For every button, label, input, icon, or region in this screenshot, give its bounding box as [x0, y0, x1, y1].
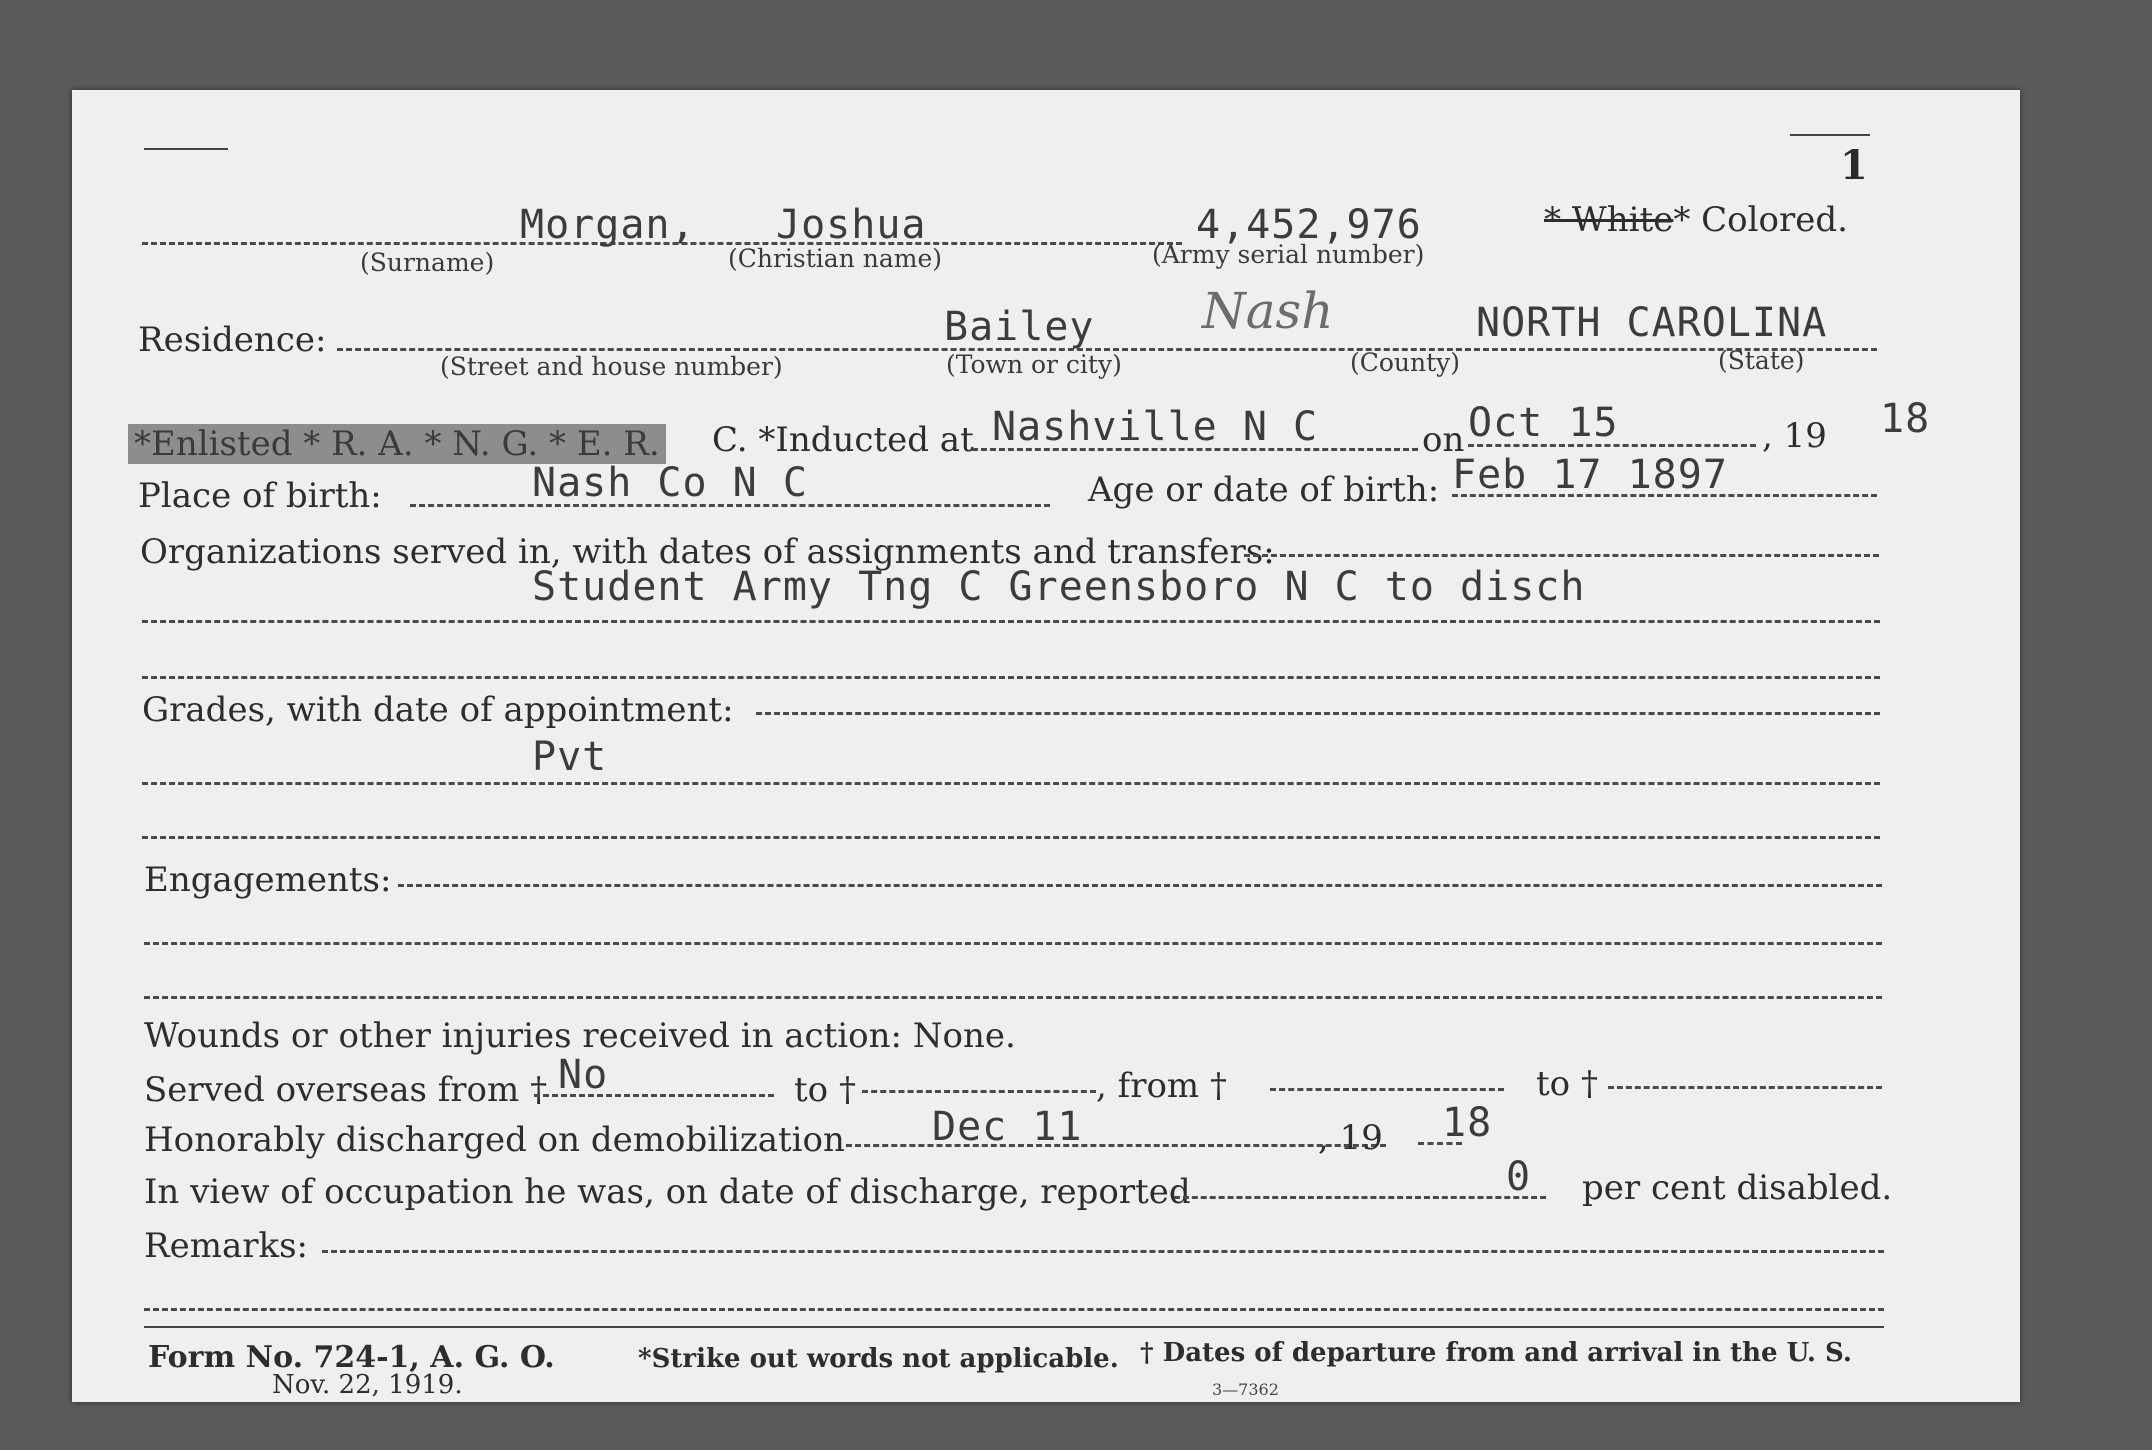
engagements-line-2: [144, 942, 1882, 945]
card-number: 1: [1840, 142, 1868, 189]
remarks-line-2: [144, 1308, 1884, 1311]
grades-value: Pvt: [532, 734, 608, 780]
residence-label: Residence:: [138, 320, 327, 360]
disability-label: In view of occupation he was, on date of discharge, reported: [144, 1172, 1191, 1212]
footer-rule: [144, 1326, 1884, 1328]
discharge-year-prefix: , 19: [1318, 1118, 1383, 1158]
overseas-to2-line: [1608, 1086, 1882, 1089]
remarks-line-1: [322, 1250, 1884, 1253]
county-caption: (County): [1350, 348, 1461, 377]
overseas-from2-line: [1270, 1088, 1504, 1091]
overseas-to-label: to †: [794, 1070, 856, 1110]
print-code: 3—7362: [1212, 1380, 1279, 1399]
discharge-date: Dec 11: [932, 1104, 1083, 1150]
race-white-struck: * White: [1544, 200, 1674, 240]
organizations-value: Student Army Tng C Greensboro N C to disch: [532, 564, 1586, 610]
discharge-date-line: [846, 1144, 1386, 1147]
disability-suffix: per cent disabled.: [1582, 1168, 1893, 1208]
surname-caption: (Surname): [360, 248, 495, 277]
overseas-to-line: [862, 1090, 1096, 1093]
grades-label: Grades, with date of appointment:: [142, 690, 734, 730]
overseas-label: Served overseas from †: [144, 1070, 548, 1110]
residence-state: NORTH CAROLINA: [1476, 300, 1828, 346]
strike-note: *Strike out words not applicable.: [638, 1344, 1119, 1374]
organizations-line-3: [142, 676, 1880, 679]
inducted-date: Oct 15: [1468, 400, 1619, 446]
grades-line-1: [756, 712, 1880, 715]
form-number: Form No. 724-1, A. G. O.: [148, 1340, 555, 1375]
residence-town: Bailey: [944, 304, 1095, 350]
inducted-place: Nashville N C: [992, 404, 1319, 450]
grades-line-2: [142, 782, 1880, 785]
discharge-label: Honorably discharged on demobilization: [144, 1120, 845, 1160]
overseas-to2-label: to †: [1536, 1064, 1598, 1104]
top-right-rule: [1790, 134, 1870, 136]
organizations-line-2: [142, 620, 1880, 623]
discharge-year: 18: [1442, 1100, 1493, 1146]
inducted-year: 18: [1880, 396, 1931, 442]
inducted-on-label: on: [1422, 420, 1465, 460]
engagements-line-3: [144, 996, 1882, 999]
state-caption: (State): [1718, 346, 1805, 375]
remarks-label: Remarks:: [144, 1226, 308, 1266]
christian-name-value: Joshua: [776, 202, 927, 248]
engagements-line-1: [398, 884, 1882, 887]
overseas-from-value: No: [558, 1052, 609, 1098]
christian-name-caption: (Christian name): [728, 244, 943, 273]
race-field: [1544, 200, 1848, 240]
disability-value: 0: [1506, 1154, 1532, 1200]
birthplace-value: Nash Co N C: [532, 460, 808, 506]
race-star: *: [1673, 200, 1691, 240]
grades-line-3: [142, 836, 1880, 839]
serial-caption: (Army serial number): [1152, 240, 1425, 269]
inducted-year-prefix: , 19: [1762, 416, 1827, 456]
form-date: Nov. 22, 1919.: [272, 1370, 463, 1400]
engagements-label: Engagements:: [144, 860, 392, 900]
top-left-rule: [144, 148, 228, 150]
street-caption: (Street and house number): [440, 352, 783, 381]
organizations-line-1: [1244, 554, 1879, 557]
surname-value: Morgan,: [520, 202, 696, 248]
birthdate-label: Age or date of birth:: [1088, 470, 1440, 510]
inducted-label: C. *Inducted at: [712, 420, 974, 460]
overseas-from2-label: , from †: [1096, 1066, 1227, 1106]
race-colored: Colored.: [1701, 200, 1848, 240]
wounds-label: Wounds or other injuries received in action: None.: [144, 1016, 1016, 1056]
birthplace-label: Place of birth:: [138, 476, 382, 516]
dates-note: † Dates of departure from and arrival in the U. S.: [1140, 1338, 1852, 1368]
disability-line: [1174, 1196, 1546, 1199]
residence-county: Nash: [1202, 282, 1334, 340]
birthdate-value: Feb 17 1897: [1452, 452, 1728, 498]
organizations-label: Organizations served in, with dates of assignments and transfers:: [140, 532, 1275, 572]
draft-card: [72, 90, 2020, 1402]
serial-number-value: 4,452,976: [1196, 202, 1422, 248]
enlistment-struck-box: *Enlisted * R. A. * N. G. * E. R.: [128, 424, 666, 464]
town-caption: (Town or city): [946, 350, 1122, 379]
